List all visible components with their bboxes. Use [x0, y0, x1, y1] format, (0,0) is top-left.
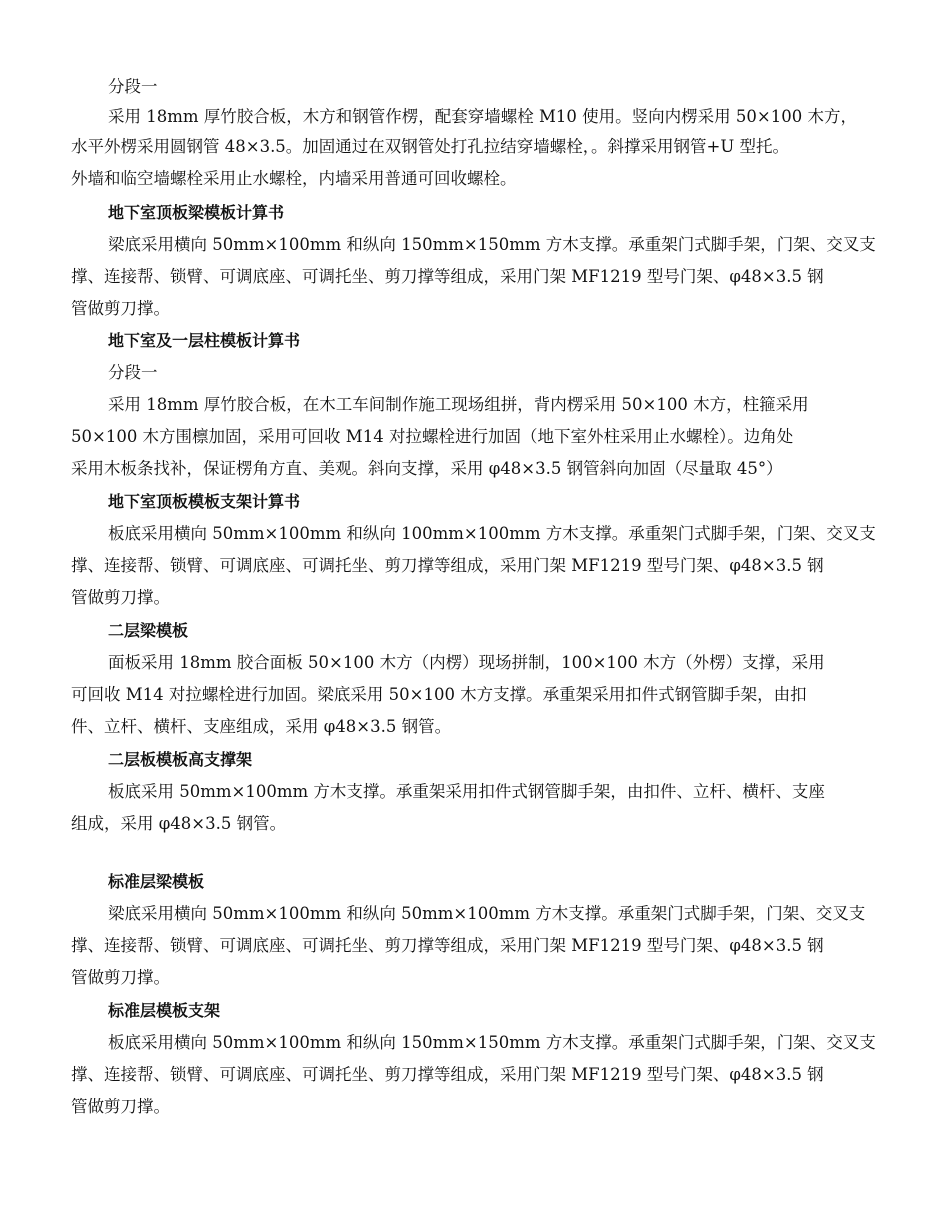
paragraph-line: 撑、连接帮、锁臂、可调底座、可调托坐、剪刀撑等组成，采用门架 MF1219 型号门架、φ48×3.5 钢 [71, 936, 824, 955]
paragraph-line: 管做剪刀撑。 [71, 1097, 170, 1116]
paragraph-line: 撑、连接帮、锁臂、可调底座、可调托坐、剪刀撑等组成，采用门架 MF1219 型号门架、φ48×3.5 钢 [71, 267, 824, 286]
section-label: 分段一 [108, 363, 158, 382]
paragraph-line: 件、立杆、横杆、支座组成，采用 φ48×3.5 钢管。 [71, 717, 452, 736]
paragraph-line: 管做剪刀撑。 [71, 968, 170, 987]
paragraph-line: 外墙和临空墙螺栓采用止水螺栓，内墙采用普通可回收螺栓。 [71, 169, 517, 188]
section-heading: 标准层梁模板 [108, 872, 205, 891]
section-heading: 地下室顶板模板支架计算书 [108, 492, 301, 511]
section-heading: 二层板模板高支撑架 [108, 750, 253, 769]
paragraph-line: 梁底采用横向 50mm×100mm 和纵向 50mm×100mm 方木支撑。承重架门式脚手架，门架、交叉支 [108, 904, 866, 923]
section-heading: 地下室顶板梁模板计算书 [108, 203, 285, 222]
paragraph-line: 撑、连接帮、锁臂、可调底座、可调托坐、剪刀撑等组成，采用门架 MF1219 型号门架、φ48×3.5 钢 [71, 556, 824, 575]
paragraph-line: 可回收 M14 对拉螺栓进行加固。梁底采用 50×100 木方支撑。承重架采用扣件式钢管脚手架，由扣 [71, 685, 807, 704]
paragraph-line: 面板采用 18mm 胶合面板 50×100 木方（内楞）现场拼制，100×100 木方（外楞）支撑，采用 [108, 653, 825, 672]
paragraph-line: 板底采用横向 50mm×100mm 和纵向 100mm×100mm 方木支撑。承重架门式脚手架，门架、交叉支 [108, 524, 876, 543]
paragraph-line: 撑、连接帮、锁臂、可调底座、可调托坐、剪刀撑等组成，采用门架 MF1219 型号门架、φ48×3.5 钢 [71, 1065, 824, 1084]
paragraph-line: 梁底采用横向 50mm×100mm 和纵向 150mm×150mm 方木支撑。承重架门式脚手架，门架、交叉支 [108, 235, 876, 254]
paragraph-line: 板底采用 50mm×100mm 方木支撑。承重架采用扣件式钢管脚手架，由扣件、立杆、横杆、支座 [108, 782, 825, 801]
paragraph-line: 50×100 木方围檩加固，采用可回收 M14 对拉螺栓进行加固（地下室外柱采用止水螺栓）。边角处 [71, 427, 794, 446]
paragraph-line: 管做剪刀撑。 [71, 588, 170, 607]
section-label: 分段一 [108, 77, 158, 96]
paragraph-line: 采用 18mm 厚竹胶合板，在木工车间制作施工现场组拼，背内楞采用 50×100 木方，柱箍采用 [108, 395, 809, 414]
section-heading: 标准层模板支架 [108, 1001, 221, 1020]
paragraph-line: 板底采用横向 50mm×100mm 和纵向 150mm×150mm 方木支撑。承重架门式脚手架，门架、交叉支 [108, 1033, 876, 1052]
section-heading: 地下室及一层柱模板计算书 [108, 331, 301, 350]
paragraph-line: 采用 18mm 厚竹胶合板，木方和钢管作楞，配套穿墙螺栓 M10 使用。竖向内楞采用 50×100 木方， [108, 107, 857, 126]
section-heading: 二层梁模板 [108, 621, 189, 640]
paragraph-line: 采用木板条找补，保证楞角方直、美观。斜向支撑，采用 φ48×3.5 钢管斜向加固（尽量取 45°） [71, 459, 783, 478]
paragraph-line: 管做剪刀撑。 [71, 299, 170, 318]
paragraph-line: 组成，采用 φ48×3.5 钢管。 [71, 814, 287, 833]
paragraph-line: 水平外楞采用圆钢管 48×3.5。加固通过在双钢管处打孔拉结穿墙螺栓，。斜撑采用钢管+U 型托。 [71, 137, 790, 156]
